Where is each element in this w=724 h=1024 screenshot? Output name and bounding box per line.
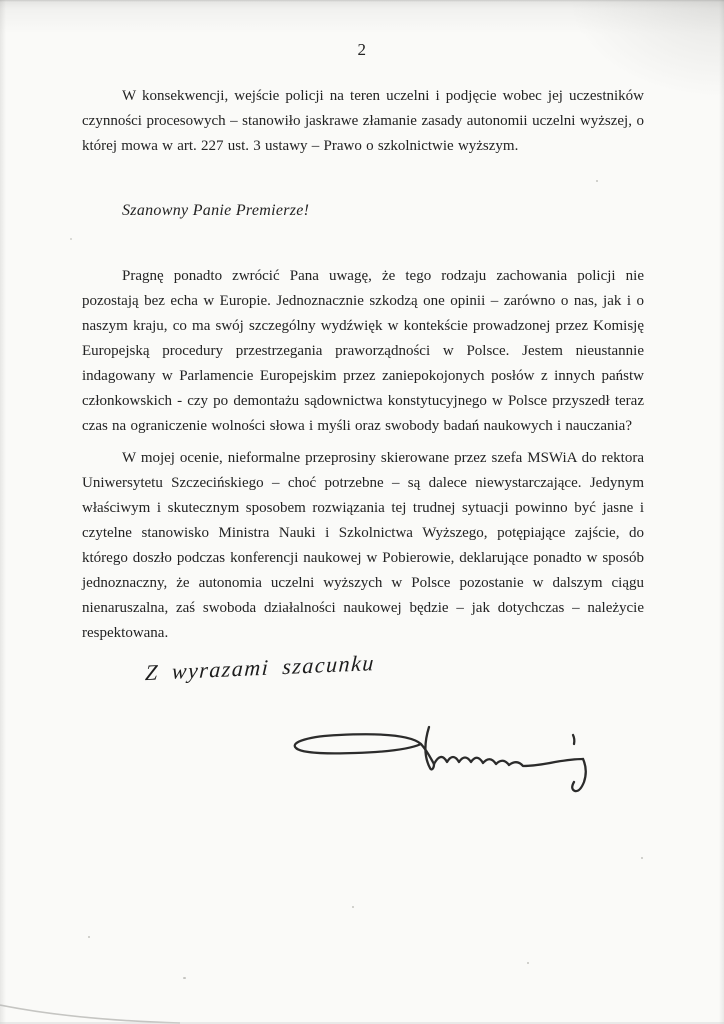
scan-dust-speck	[70, 238, 72, 240]
scan-edge-shadow-left	[0, 0, 6, 1024]
scan-dust-speck	[527, 962, 529, 964]
scan-dust-speck	[352, 906, 354, 908]
scan-edge-shadow-right	[719, 0, 724, 1024]
handwritten-closing: Z wyrazami szacunku	[144, 649, 376, 686]
scan-dust-speck	[88, 936, 90, 938]
paragraph-minister-position: W mojej ocenie, nieformalne przeprosiny skierowane przez szefa MSWiA do rektora Uniwersytetu Szczecińskiego – choć potrzebne – są dalece niewystarczające. Jedynym właściwym i skutecznym sposobem rozwiązania tej trudnej sytuacji powinno być jasne i czytelne stanowisko Ministra Nauki i Szkolnictwa Wyższego, potępiające zajście, do którego doszło podczas konferencji naukowej w Pobierowie, deklarujące ponadto w sposób jednoznaczny, że autonomia uczelni wyższych w Polsce pozostanie w dalszym ciągu nienaruszalna, zaś swoboda działalności naukowej będzie – jak dotychczas – należycie respektowana.	[82, 450, 644, 641]
page-number: 2	[357, 40, 367, 59]
salutation-line: Szanowny Panie Premierze!	[122, 202, 310, 219]
paragraph-consequences: W konsekwencji, wejście policji na teren uczelni i podjęcie wobec jej uczestników czynności procesowych – stanowiło jaskrawe złamanie zasady autonomii uczelni wyższej, o której mowa w art. 227 ust. 3 ustawy – Prawo o szkolnictwie wyższym.	[82, 88, 644, 154]
handwritten-signature	[283, 702, 623, 802]
paragraph-europe-reaction: Pragnę ponadto zwrócić Pana uwagę, że tego rodzaju zachowania policji nie pozostają bez echa w Europie. Jednoznacznie szkodzą one opinii – zarówno o nas, jak i o naszym kraju, co ma swój szczególny wydźwięk w kontekście prowadzonej przez Komisję Europejską procedury przestrzegania praworządności w Polsce. Jestem nieustannie indagowany w Parlamencie Europejskim przez zaniepokojonych posłów z innych państw członkowskich - czy po demontażu sądownictwa konstytucyjnego w Polsce przyszedł teraz czas na ograniczenie wolności słowa i myśli oraz swobody badań naukowych i nauczania?	[82, 268, 644, 434]
scan-dust-speck	[596, 180, 598, 182]
scan-dust-speck	[183, 977, 186, 979]
scan-dust-speck	[641, 857, 643, 859]
